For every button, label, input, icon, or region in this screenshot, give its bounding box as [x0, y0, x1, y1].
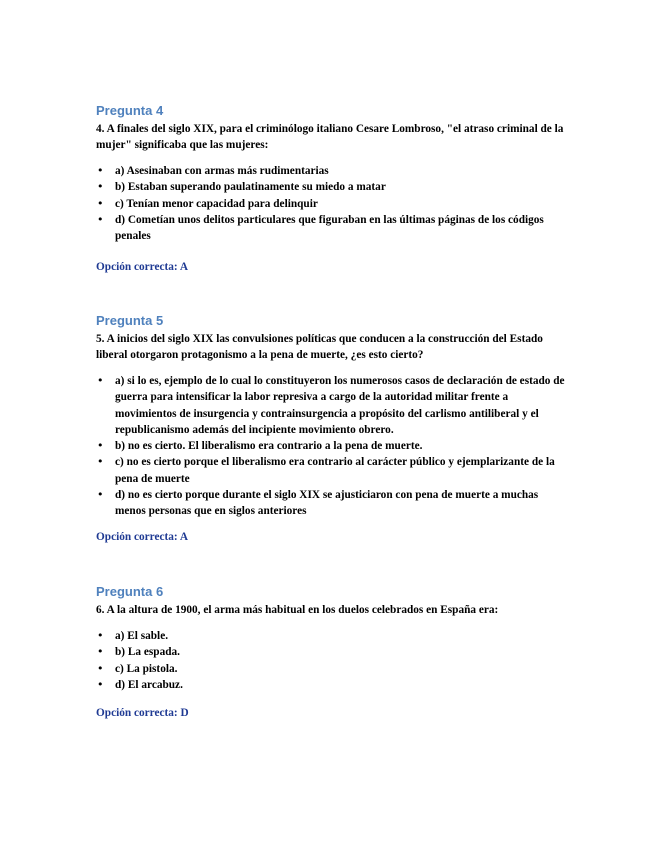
- bullet-icon: •: [97, 677, 104, 691]
- option-text: d) Cometían unos delitos particulares que figuraban en las últimas páginas de los códigos penales: [115, 213, 544, 243]
- bullet-icon: •: [97, 212, 104, 226]
- question-5-option-a: [96, 373, 566, 438]
- question-4-option-a: [96, 163, 566, 179]
- question-4-heading: Pregunta 4: [96, 103, 164, 118]
- bullet-icon: •: [97, 455, 104, 469]
- option-text: a) El sable.: [115, 630, 169, 642]
- question-6-block: [96, 584, 566, 719]
- bullet-icon: •: [97, 488, 104, 502]
- bullet-icon: •: [97, 164, 104, 177]
- question-5-option-b: [96, 438, 566, 454]
- question-4-block: [96, 103, 566, 273]
- question-5-option-d: [96, 487, 566, 520]
- bullet-icon: •: [97, 661, 104, 675]
- question-4-option-b: [96, 179, 566, 195]
- question-5-option-c: [96, 454, 566, 487]
- question-5-block: [96, 313, 566, 543]
- question-5-answer: Opción correcta: A: [96, 531, 189, 543]
- question-6-heading: Pregunta 6: [96, 584, 164, 599]
- option-text: c) Tenían menor capacidad para delinquir: [115, 197, 318, 210]
- option-text: a) si lo es, ejemplo de lo cual lo constituyeron los numerosos casos de declaración de estado de guerra para intensificar la labor represiva a cargo de la autoridad militar frente a movimientos de insurgencia y contrainsurgencia a propósito del carlismo antiliberal y el republicanismo además del incipiente movimiento obrero.: [115, 375, 565, 436]
- option-text: c) La pistola.: [115, 662, 178, 675]
- bullet-icon: •: [97, 645, 104, 659]
- option-text: d) El arcabuz.: [115, 678, 183, 691]
- question-4-stem: 4. A finales del siglo XIX, para el criminólogo italiano Cesare Lombroso, "el atraso criminal de la mujer" significaba que las mujeres:: [96, 123, 564, 151]
- question-4-option-d: [96, 212, 566, 245]
- bullet-icon: •: [97, 374, 104, 387]
- bullet-icon: •: [97, 439, 104, 453]
- option-text: b) Estaban superando paulatinamente su miedo a matar: [115, 181, 386, 194]
- question-4-options: [96, 163, 566, 244]
- option-text: c) no es cierto porque el liberalismo era contrario al carácter público y ejemplarizante de la pena de muerte: [115, 456, 555, 485]
- question-6-options: [96, 628, 566, 693]
- question-6-option-c: [96, 661, 566, 677]
- question-6-option-d: [96, 677, 566, 693]
- bullet-icon: •: [97, 180, 104, 194]
- question-4-answer: Opción correcta: A: [96, 261, 189, 273]
- bullet-icon: •: [97, 196, 104, 210]
- bullet-icon: •: [97, 629, 104, 642]
- question-6-answer: Opción correcta: D: [96, 707, 189, 719]
- question-6-option-a: [96, 628, 566, 644]
- question-4-option-c: [96, 196, 566, 212]
- option-text: d) no es cierto porque durante el siglo XIX se ajusticiaron con pena de muerte a muchas menos personas que en siglos anteriores: [115, 489, 539, 518]
- option-text: b) no es cierto. El liberalismo era contrario a la pena de muerte.: [115, 440, 423, 453]
- question-6-stem: 6. A la altura de 1900, el arma más habitual en los duelos celebrados en España era:: [96, 604, 499, 616]
- question-5-stem: 5. A inicios del siglo XIX las convulsiones políticas que conducen a la construcción del Estado liberal otorgaron protagonismo a la pena de muerte, ¿es esto cierto?: [96, 333, 543, 361]
- question-5-options: [96, 373, 566, 520]
- question-6-option-b: [96, 644, 566, 660]
- question-5-heading: Pregunta 5: [96, 313, 164, 328]
- option-text: a) Asesinaban con armas más rudimentarias: [115, 165, 329, 177]
- option-text: b) La espada.: [115, 646, 180, 659]
